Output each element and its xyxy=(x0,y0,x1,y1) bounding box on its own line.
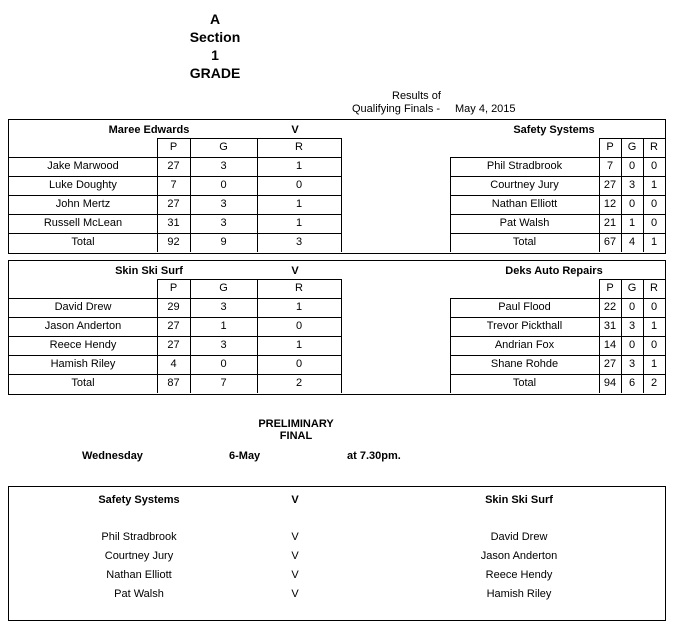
right-total-label: Total xyxy=(512,236,537,248)
right-result: 0 xyxy=(650,339,658,351)
left-column-border xyxy=(157,279,158,393)
left-column-border xyxy=(341,279,342,393)
right-result: 0 xyxy=(650,217,658,229)
right-player-name: Paul Flood xyxy=(498,301,551,313)
versus-label: V xyxy=(291,265,299,277)
right-points: 27 xyxy=(603,358,617,370)
fixture-row-v: V xyxy=(291,569,299,581)
final-date: 6-May xyxy=(229,450,261,462)
right-goals: 0 xyxy=(628,198,636,210)
title-line-3: 1 xyxy=(211,47,219,63)
right-header-p: P xyxy=(606,282,614,294)
right-row-border xyxy=(450,195,665,196)
right-result: 0 xyxy=(650,160,658,172)
left-goals: 9 xyxy=(220,236,227,248)
left-result: 1 xyxy=(295,160,303,172)
team-left-name: Skin Ski Surf xyxy=(115,265,183,277)
right-result: 1 xyxy=(650,179,658,191)
fixture-left-player: Nathan Elliott xyxy=(106,569,172,581)
left-header-g: G xyxy=(219,282,228,294)
left-goals: 3 xyxy=(220,160,227,172)
left-header-top-border xyxy=(157,138,341,139)
versus-label: V xyxy=(291,124,299,136)
right-goals: 0 xyxy=(628,160,636,172)
left-row-border xyxy=(9,355,341,356)
right-result: 0 xyxy=(650,198,658,210)
right-row-border xyxy=(450,298,665,299)
left-row-border xyxy=(9,195,341,196)
right-player-name: Trevor Pickthall xyxy=(486,320,563,332)
left-total-label: Total xyxy=(71,236,95,248)
left-points: 27 xyxy=(167,320,180,332)
right-result: 2 xyxy=(650,377,658,389)
left-column-border xyxy=(341,138,342,252)
right-points: 31 xyxy=(603,320,617,332)
final-time: at 7.30pm. xyxy=(347,450,401,462)
title-line-4: GRADE xyxy=(189,65,241,81)
right-row-border xyxy=(450,176,665,177)
left-row-border xyxy=(9,233,341,234)
right-points: 7 xyxy=(606,160,614,172)
left-points: 27 xyxy=(167,160,180,172)
left-goals: 3 xyxy=(220,339,227,351)
left-player-name: Jake Marwood xyxy=(47,160,119,172)
left-total-label: Total xyxy=(71,377,95,389)
section-title xyxy=(160,10,270,82)
left-column-border xyxy=(190,279,191,393)
right-goals: 3 xyxy=(628,179,636,191)
right-result: 1 xyxy=(650,320,658,332)
left-header-p: P xyxy=(169,282,178,294)
right-goals: 0 xyxy=(628,301,636,313)
fixture-right-player: David Drew xyxy=(490,531,548,543)
right-header-r: R xyxy=(650,282,658,294)
left-points: 4 xyxy=(170,358,177,370)
right-column-border xyxy=(621,279,622,393)
left-player-name: Jason Anderton xyxy=(44,320,122,332)
results-date: May 4, 2015 xyxy=(455,103,516,115)
right-points: 14 xyxy=(603,339,617,351)
preliminary-final-fixture xyxy=(8,486,666,621)
left-row-border xyxy=(9,336,341,337)
right-goals: 1 xyxy=(628,217,636,229)
left-result: 3 xyxy=(295,236,303,248)
left-result: 1 xyxy=(295,301,303,313)
fixture-left-player: Courtney Jury xyxy=(104,550,174,562)
right-column-border xyxy=(643,138,644,252)
right-row-border xyxy=(450,355,665,356)
right-points: 21 xyxy=(603,217,617,229)
right-result: 0 xyxy=(650,301,658,313)
right-header-g: G xyxy=(627,282,637,294)
left-points: 87 xyxy=(167,377,180,389)
right-points: 27 xyxy=(603,179,617,191)
left-column-border xyxy=(157,138,158,252)
left-points: 29 xyxy=(167,301,180,313)
left-points: 31 xyxy=(167,217,180,229)
right-player-name: Pat Walsh xyxy=(499,217,550,229)
title-line-1: A xyxy=(209,11,221,27)
right-header-g: G xyxy=(627,141,637,153)
left-points: 92 xyxy=(167,236,180,248)
left-points: 27 xyxy=(167,198,180,210)
right-points: 22 xyxy=(603,301,617,313)
left-result: 0 xyxy=(295,320,303,332)
left-row-border xyxy=(9,374,341,375)
match-2-table xyxy=(8,260,666,395)
left-column-border xyxy=(257,138,258,252)
left-header-p: P xyxy=(169,141,178,153)
right-header-top-border xyxy=(599,138,665,139)
left-header-top-border xyxy=(157,279,341,280)
right-goals: 4 xyxy=(628,236,636,248)
results-of-label: Results of xyxy=(392,90,441,102)
left-header-r: R xyxy=(295,282,303,294)
left-goals: 0 xyxy=(220,179,227,191)
right-row-border xyxy=(450,214,665,215)
right-row-border xyxy=(450,233,665,234)
left-result: 1 xyxy=(295,339,303,351)
right-goals: 3 xyxy=(628,358,636,370)
left-result: 1 xyxy=(295,217,303,229)
left-points: 27 xyxy=(167,339,180,351)
right-goals: 3 xyxy=(628,320,636,332)
left-goals: 3 xyxy=(220,217,227,229)
right-column-border xyxy=(643,279,644,393)
fixture-row-v: V xyxy=(291,550,299,562)
left-player-name: David Drew xyxy=(54,301,112,313)
left-row-border xyxy=(9,157,341,158)
left-row-border xyxy=(9,214,341,215)
left-player-name: Russell McLean xyxy=(43,217,123,229)
left-row-border xyxy=(9,298,341,299)
right-row-border xyxy=(450,336,665,337)
left-result: 1 xyxy=(295,198,303,210)
left-result: 0 xyxy=(295,179,303,191)
final-day: Wednesday xyxy=(82,450,143,462)
right-column-border xyxy=(599,138,600,252)
fixture-right-player: Reece Hendy xyxy=(485,569,553,581)
right-player-name: Nathan Elliott xyxy=(491,198,558,210)
fixture-left-player: Phil Stradbrook xyxy=(101,531,177,543)
match-1-table xyxy=(8,119,666,254)
fixture-right-player: Hamish Riley xyxy=(486,588,552,600)
right-column-border xyxy=(450,298,451,393)
right-total-label: Total xyxy=(512,377,537,389)
team-left-name: Maree Edwards xyxy=(108,124,190,136)
fixture-team-left: Safety Systems xyxy=(98,494,180,506)
left-goals: 3 xyxy=(220,198,227,210)
right-points: 12 xyxy=(603,198,617,210)
right-player-name: Shane Rohde xyxy=(490,358,559,370)
right-points: 94 xyxy=(603,377,617,389)
right-player-name: Phil Stradbrook xyxy=(486,160,563,172)
right-row-border xyxy=(450,374,665,375)
title-line-2: Section xyxy=(189,29,241,45)
right-header-r: R xyxy=(650,141,658,153)
right-goals: 6 xyxy=(628,377,636,389)
left-result: 2 xyxy=(295,377,303,389)
right-result: 1 xyxy=(650,358,658,370)
fixture-left-player: Pat Walsh xyxy=(114,588,164,600)
right-row-border xyxy=(450,157,665,158)
left-points: 7 xyxy=(170,179,177,191)
right-column-border xyxy=(621,138,622,252)
left-column-border xyxy=(257,279,258,393)
qualifying-finals-label: Qualifying Finals - xyxy=(352,103,441,115)
left-header-r: R xyxy=(295,141,303,153)
right-points: 67 xyxy=(603,236,617,248)
right-row-border xyxy=(450,317,665,318)
preliminary-heading-line2: FINAL xyxy=(279,430,313,442)
left-column-border xyxy=(190,138,191,252)
left-row-border xyxy=(9,317,341,318)
fixture-v: V xyxy=(291,494,299,506)
preliminary-final-heading xyxy=(246,418,346,442)
team-right-name: Deks Auto Repairs xyxy=(505,265,603,277)
left-goals: 3 xyxy=(220,301,227,313)
left-player-name: Luke Doughty xyxy=(49,179,117,191)
left-goals: 7 xyxy=(220,377,227,389)
left-player-name: Hamish Riley xyxy=(50,358,116,370)
right-header-p: P xyxy=(606,141,614,153)
left-header-g: G xyxy=(219,141,228,153)
left-goals: 0 xyxy=(220,358,227,370)
right-column-border xyxy=(450,157,451,252)
team-right-name: Safety Systems xyxy=(513,124,595,136)
right-result: 1 xyxy=(650,236,658,248)
right-player-name: Courtney Jury xyxy=(490,179,559,191)
left-goals: 1 xyxy=(220,320,227,332)
left-player-name: John Mertz xyxy=(55,198,111,210)
right-player-name: Andrian Fox xyxy=(494,339,555,351)
right-header-top-border xyxy=(599,279,665,280)
left-player-name: Reece Hendy xyxy=(49,339,117,351)
fixture-team-right: Skin Ski Surf xyxy=(485,494,553,506)
right-column-border xyxy=(599,279,600,393)
fixture-right-player: Jason Anderton xyxy=(480,550,558,562)
left-result: 0 xyxy=(295,358,303,370)
fixture-row-v: V xyxy=(291,588,299,600)
fixture-row-v: V xyxy=(291,531,299,543)
preliminary-heading-line1: PRELIMINARY xyxy=(258,418,334,430)
right-goals: 0 xyxy=(628,339,636,351)
left-row-border xyxy=(9,176,341,177)
